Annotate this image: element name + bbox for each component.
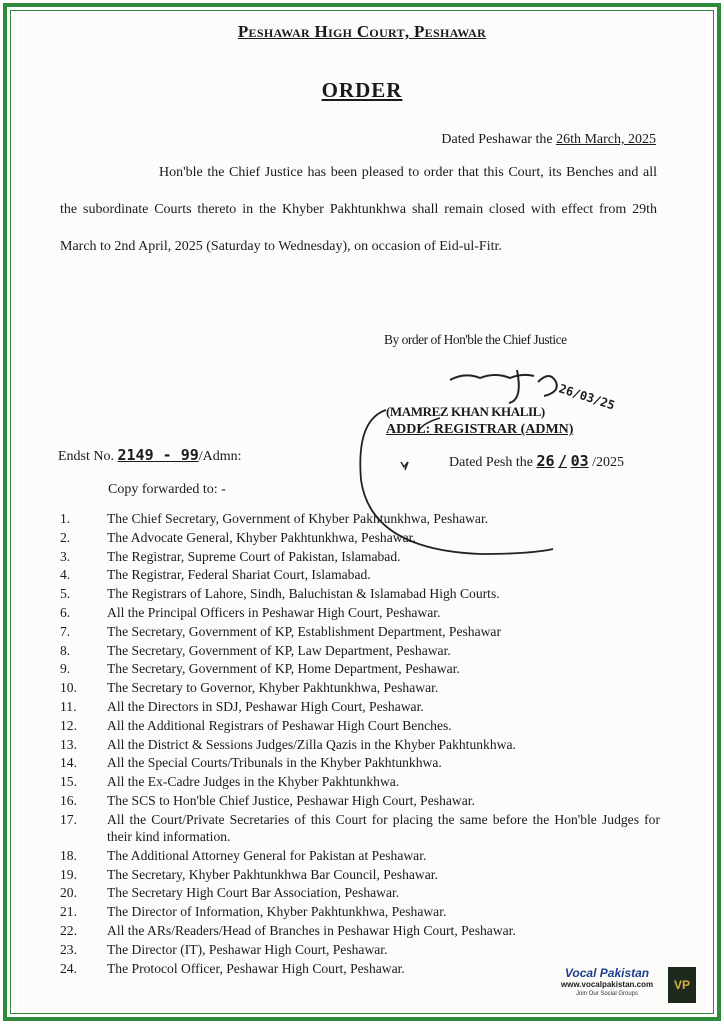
list-item: 12. All the Additional Registrars of Peshawar High Court Benches. bbox=[60, 717, 452, 733]
list-item: 16. The SCS to Hon'ble Chief Justice, Peshawar High Court, Peshawar. bbox=[60, 792, 475, 808]
list-item: 17. All the Court/Private Secretaries of this Court for placing the same before the Hon'ble Judges for their kind information. bbox=[60, 811, 660, 844]
endorsement-number-line: Endst No. 2149 - 99/Admn: bbox=[58, 446, 242, 464]
list-item: 22. All the ARs/Readers/Head of Branches in Peshawar High Court, Peshawar. bbox=[60, 922, 516, 938]
list-item: 6. All the Principal Officers in Peshawar High Court, Peshawar. bbox=[60, 604, 441, 620]
list-item: 20. The Secretary High Court Bar Association, Peshawar. bbox=[60, 885, 400, 901]
by-order-line: By order of Hon'ble the Chief Justice bbox=[384, 332, 567, 347]
list-item: 13. All the District & Sessions Judges/Zilla Qazis in the Khyber Pakhtunkhwa. bbox=[60, 736, 516, 752]
list-item: 18. The Additional Attorney General for Pakistan at Peshawar. bbox=[60, 847, 427, 863]
list-item: 7. The Secretary, Government of KP, Establishment Department, Peshawar bbox=[60, 623, 501, 639]
watermark-url: www.vocalpakistan.com bbox=[560, 980, 654, 989]
list-item: 1. The Chief Secretary, Government of Khyber Pakhtunkhwa, Peshawar. bbox=[60, 511, 489, 526]
signatory-name: (MAMREZ KHAN KHALIL) bbox=[386, 404, 545, 419]
list-item: 14. All the Special Courts/Tribunals in the Khyber Pakhtunkhwa. bbox=[60, 755, 442, 771]
court-name-heading: Peshawar High Court, Peshawar bbox=[237, 22, 487, 41]
dated-line: Dated Peshawar the 26th March, 2025 bbox=[441, 132, 656, 147]
list-item: 15. All the Ex-Cadre Judges in the Khyber Pakhtunkhwa. bbox=[60, 774, 400, 790]
handwritten-sign-date: 26/03/25 bbox=[557, 381, 617, 413]
list-item: 8. The Secretary, Government of KP, Law Department, Peshawar. bbox=[60, 642, 451, 658]
list-item: 10. The Secretary to Governor, Khyber Pakhtunkhwa, Peshawar. bbox=[60, 680, 439, 696]
vp-logo-icon: VP bbox=[668, 967, 696, 1003]
watermark-brand: Vocal Pakistan bbox=[564, 966, 650, 980]
list-item: 5. The Registrars of Lahore, Sindh, Baluchistan & Islamabad High Courts. bbox=[60, 586, 500, 602]
signatory-designation: ADDL: REGISTRAR (ADMN) bbox=[386, 422, 574, 437]
list-item: 9. The Secretary, Government of KP, Home Department, Peshawar. bbox=[60, 661, 460, 677]
endorsement-date-line: Dated Pesh the 26 / 03 /2025 bbox=[449, 452, 625, 470]
recipient-list bbox=[60, 510, 660, 978]
list-item: 2. The Advocate General, Khyber Pakhtunkhwa, Peshawar. bbox=[60, 529, 416, 545]
vocal-pakistan-watermark bbox=[548, 966, 696, 1008]
list-item: 3. The Registrar, Supreme Court of Pakistan, Islamabad. bbox=[60, 548, 401, 564]
order-document bbox=[18, 14, 706, 1012]
list-item: 21. The Director of Information, Khyber Pakhtunkhwa, Peshawar. bbox=[60, 904, 447, 920]
order-body-text: Hon'ble the Chief Justice has been pleased to order that this Court, its Benches and all the subordinate Courts thereto in the Khyber Pakhtunkhwa shall remain closed with effect from 29th March to 2nd April, 2025 (Saturday to Wednesday), on occasion of Eid-ul-Fitr. bbox=[60, 165, 657, 254]
list-item: 23. The Director (IT), Peshawar High Court, Peshawar. bbox=[60, 941, 388, 957]
copy-forwarded-label: Copy forwarded to: - bbox=[108, 482, 226, 497]
endorsement-number: 2149 - 99 bbox=[117, 446, 199, 464]
list-item: 19. The Secretary, Khyber Pakhtunkhwa Bar Council, Peshawar. bbox=[60, 866, 438, 882]
order-title: ORDER bbox=[321, 78, 403, 102]
order-date: 26th March, 2025 bbox=[556, 132, 656, 147]
watermark-join-text: Join Our Social Groups bbox=[575, 991, 639, 997]
list-item: 11. All the Directors in SDJ, Peshawar High Court, Peshawar. bbox=[60, 698, 424, 714]
list-item: 4. The Registrar, Federal Shariat Court, Islamabad. bbox=[60, 567, 371, 583]
list-item: 24. The Protocol Officer, Peshawar High Court, Peshawar. bbox=[60, 960, 405, 976]
